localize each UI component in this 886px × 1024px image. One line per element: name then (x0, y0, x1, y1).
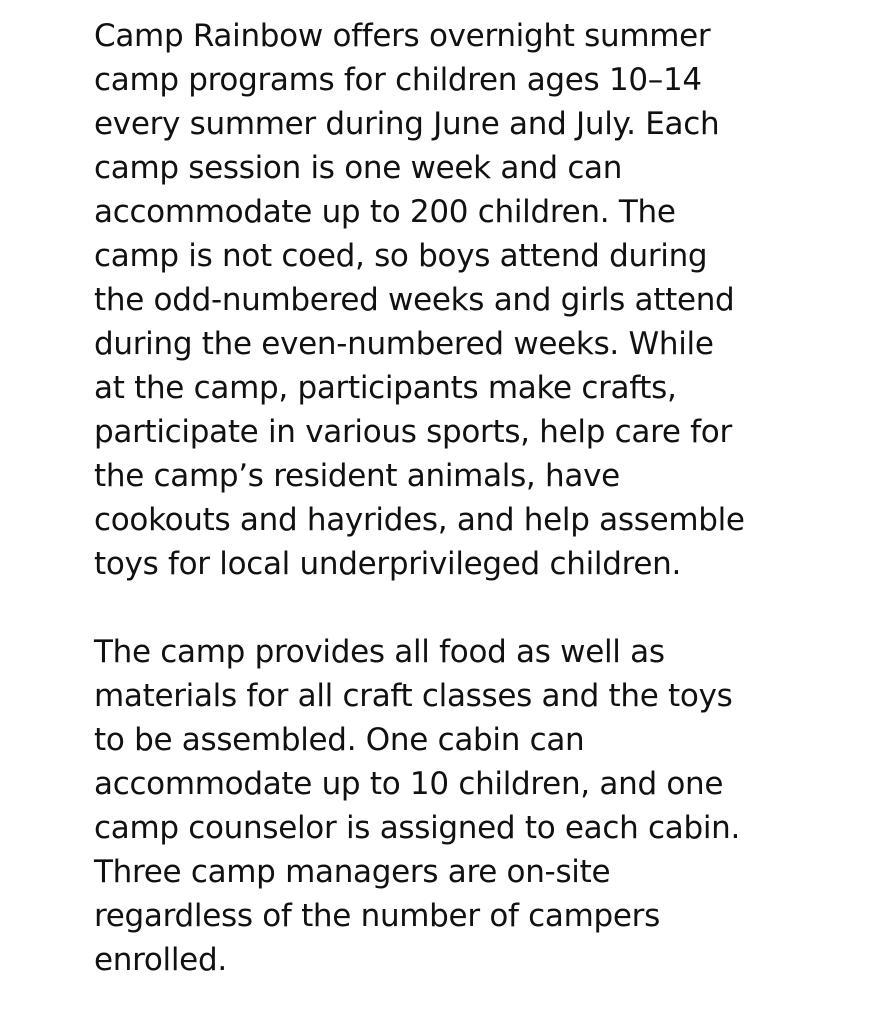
paragraph-camp-provisions (94, 630, 854, 982)
text-line: the odd-numbered weeks and girls attend (94, 282, 735, 318)
text-line: camp programs for children ages 10–14 (94, 62, 702, 98)
text-line: cookouts and hayrides, and help assemble (94, 502, 745, 538)
text-line: to be assembled. One cabin can (94, 722, 585, 758)
text-line: camp is not coed, so boys attend during (94, 238, 708, 274)
text-line: during the even-numbered weeks. While (94, 326, 714, 362)
text-line: at the camp, participants make crafts, (94, 370, 677, 406)
paragraph-spacer (94, 586, 854, 630)
text-line: every summer during June and July. Each (94, 106, 720, 142)
text-line: accommodate up to 200 children. The (94, 194, 676, 230)
text-line: regardless of the number of campers (94, 898, 660, 934)
text-line: the camp’s resident animals, have (94, 458, 620, 494)
text-line: accommodate up to 10 children, and one (94, 766, 724, 802)
text-line: materials for all craft classes and the toys (94, 678, 733, 714)
text-line: participate in various sports, help care for (94, 414, 732, 450)
paragraph-camp-overview (94, 14, 854, 586)
text-line: The camp provides all food as well as (94, 634, 665, 670)
document-body (94, 14, 854, 982)
text-line: camp session is one week and can (94, 150, 623, 186)
text-line: camp counselor is assigned to each cabin. (94, 810, 741, 846)
text-line: Three camp managers are on-site (94, 854, 611, 890)
text-line: enrolled. (94, 942, 227, 978)
text-line: toys for local underprivileged children. (94, 546, 682, 582)
text-line: Camp Rainbow offers overnight summer (94, 18, 711, 54)
